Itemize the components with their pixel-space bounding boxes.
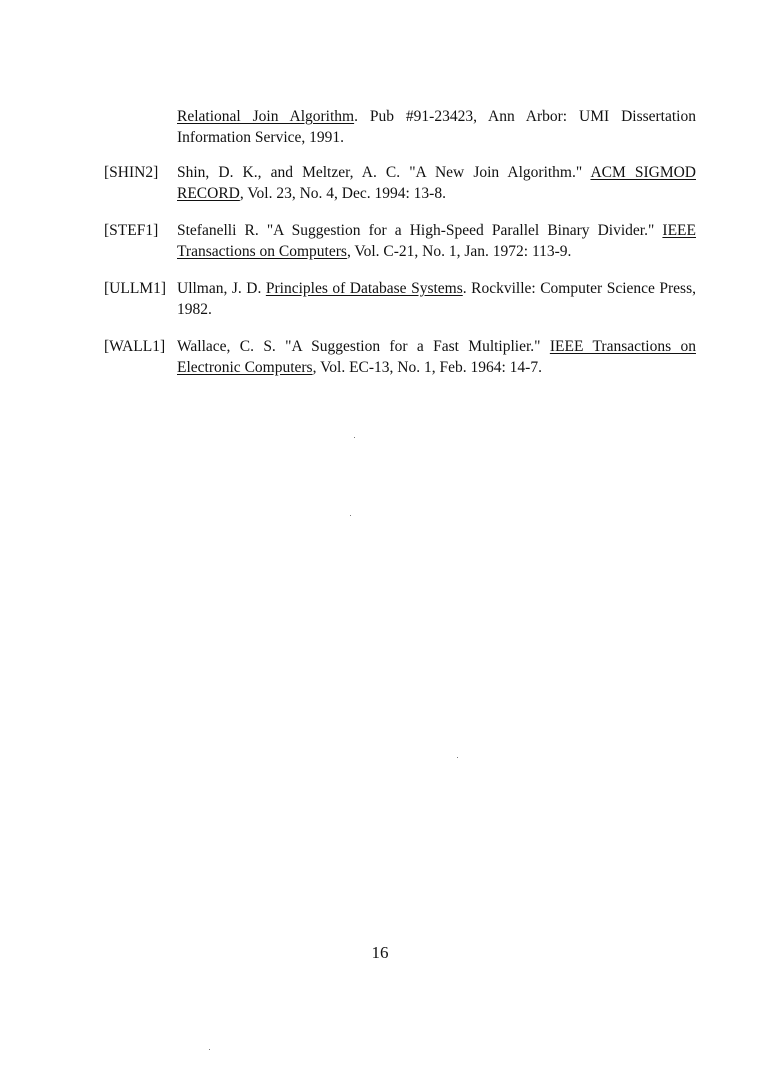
reference-key: [104, 106, 177, 148]
reference-title-underlined: IEEE Transactions on Computers: [177, 222, 696, 260]
reference-title-underlined: IEEE Transactions on Electronic Computers: [177, 338, 696, 376]
reference-title-underlined: Relational Join Algorithm: [177, 108, 355, 125]
reference-text: [177, 106, 696, 148]
reference-list: [104, 106, 696, 394]
scan-speck: [354, 437, 355, 438]
reference-title-underlined: ACM SIGMOD RECORD: [177, 164, 696, 202]
reference-title-underlined: Principles of Database Systems: [265, 280, 463, 297]
reference-entry-shin2: [104, 162, 696, 204]
reference-key: [WALL1]: [104, 338, 166, 355]
reference-text-segment: Stefanelli R. "A Suggestion for a High-Speed Parallel Binary Divider.": [177, 222, 663, 239]
reference-text-segment: , Vol. EC-13, No. 1, Feb. 1964: 14-7.: [312, 359, 542, 376]
reference-entry-ullm1: [104, 278, 696, 320]
reference-text: [177, 336, 696, 378]
reference-text-segment: , Vol. C-21, No. 1, Jan. 1972: 113-9.: [346, 243, 572, 260]
reference-key: [SHIN2]: [104, 164, 159, 181]
scan-speck: [209, 1049, 210, 1050]
reference-text-segment: , Vol. 23, No. 4, Dec. 1994: 13-8.: [239, 185, 446, 202]
reference-text-segment: . Rockville: Computer Science Press, 1982.: [177, 280, 696, 318]
page-number: 16: [371, 943, 389, 962]
reference-text: [177, 278, 696, 320]
reference-entry-wall1: [104, 336, 696, 378]
reference-entry-continued: [104, 106, 696, 148]
reference-text-segment: Wallace, C. S. "A Suggestion for a Fast Multiplier.": [177, 338, 550, 355]
reference-text: [177, 162, 696, 204]
reference-key: [ULLM1]: [104, 280, 166, 297]
reference-entry-stef1: [104, 220, 696, 262]
reference-key: [STEF1]: [104, 222, 159, 239]
reference-text-segment: . Pub #91-23423, Ann Arbor: UMI Dissertation Information Service, 1991.: [177, 108, 696, 146]
reference-text-segment: Ullman, J. D.: [177, 280, 266, 297]
scan-speck: [350, 515, 351, 516]
scan-speck: [457, 757, 458, 758]
reference-text: [177, 220, 696, 262]
reference-text-segment: Shin, D. K., and Meltzer, A. C. "A New Join Algorithm.": [177, 164, 591, 181]
